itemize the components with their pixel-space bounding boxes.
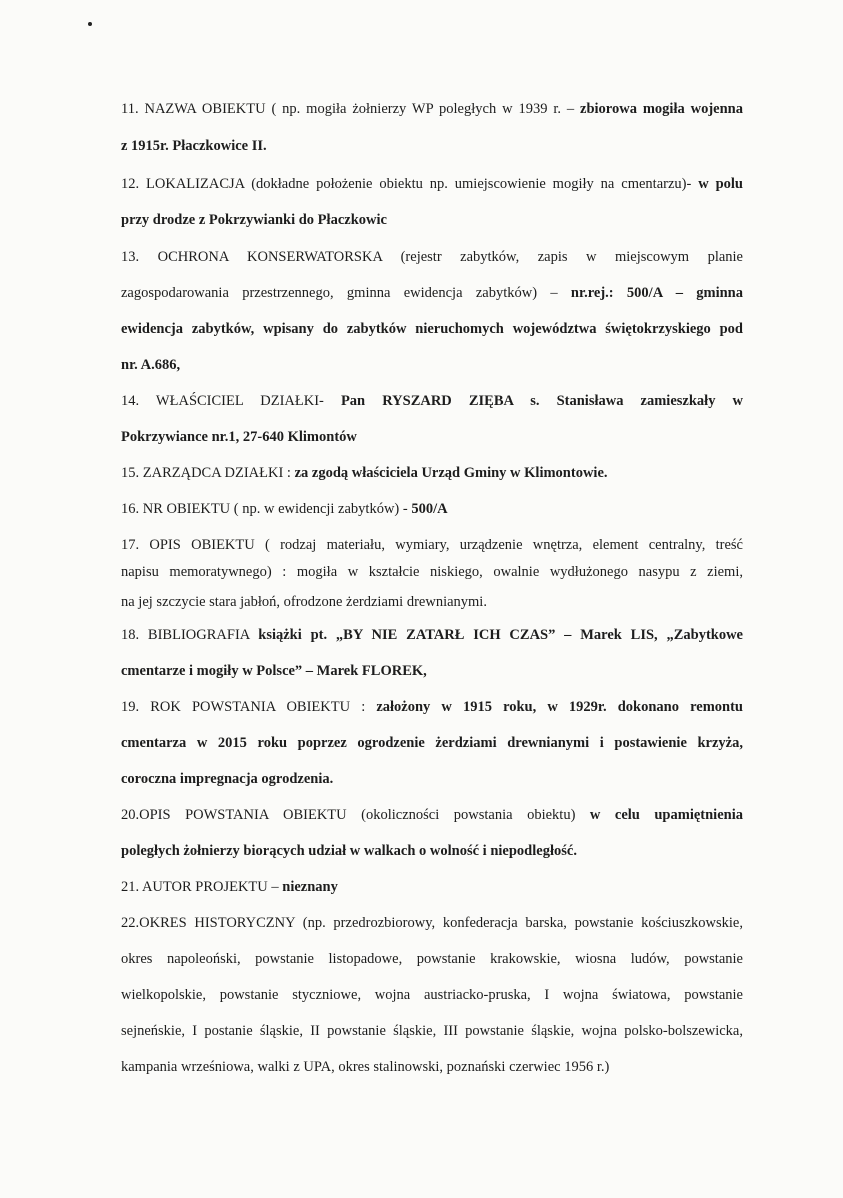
field-label: 16. NR OBIEKTU ( np. w ewidencji zabytków) - [121,501,412,517]
text-line [121,536,743,554]
field-label: 21. AUTOR PROJEKTU – [121,879,283,895]
text-line [121,626,743,644]
text-line [121,284,743,302]
bold-answer: w polu [698,176,743,192]
field-label: wielkopolskie, powstanie styczniowe, wojna austriacko-pruska, I wojna światowa, powstanie [121,987,743,1003]
field-label: 18. BIBLIOGRAFIA [121,627,259,643]
text-line [121,248,743,266]
text-line [121,950,743,968]
bold-answer: za zgodą właściciela Urząd Gminy w Klimontowie. [294,465,608,481]
bold-answer: coroczna impregnacja ogrodzenia. [121,771,334,787]
field-label: na jej szczycie stara jabłoń, ofrodzone żerdziami drewnianymi. [121,594,487,610]
bold-answer: przy drodze z Pokrzywianki do Płaczkowic [121,212,387,228]
text-line [121,662,743,680]
field-label: okres napoleoński, powstanie listopadowe, powstanie krakowskie, wiosna ludów, powstanie [121,951,743,967]
text-line [121,428,743,446]
text-line [121,320,743,338]
bold-answer: nieznany [282,879,338,895]
text-line [121,1022,743,1040]
field-label: 13. OCHRONA KONSERWATORSKA (rejestr zabytków, zapis w miejscowym planie [121,249,743,265]
text-line [121,392,743,410]
field-label: 11. NAZWA OBIEKTU ( np. mogiła żołnierzy WP poległych w 1939 r. – [121,101,581,117]
field-label: 15. ZARZĄDCA DZIAŁKI : [121,465,295,481]
text-line [121,698,743,716]
field-label: sejneńskie, I postanie śląskie, II powstanie śląskie, III powstanie śląskie, wojna polsko-bolszewicka, [121,1023,743,1039]
field-label: 17. OPIS OBIEKTU ( rodzaj materiału, wymiary, urządzenie wnętrza, element centralny, treść [121,537,743,553]
text-line [121,734,743,752]
text-line [121,842,743,860]
text-line [121,806,743,824]
bold-answer: 500/A [411,501,448,517]
bold-answer: cmentarza w 2015 roku poprzez ogrodzenie żerdziami drewnianymi i postawienie krzyża, [121,735,743,751]
bold-answer: ewidencja zabytków, wpisany do zabytków nieruchomych województwa świętokrzyskiego pod [121,321,743,337]
bold-answer: założony w 1915 roku, w 1929r. dokonano remontu [376,699,743,715]
text-line [121,1058,743,1076]
text-line [121,563,743,581]
text-line [121,914,743,932]
text-line [121,100,743,118]
bold-answer: poległych żołnierzy biorących udział w walkach o wolność i niepodległość. [121,843,577,859]
bold-answer: zbiorowa mogiła wojenna [580,101,743,117]
text-line [121,211,743,229]
field-label: kampania wrześniowa, walki z UPA, okres stalinowski, poznański czerwiec 1956 r.) [121,1059,610,1075]
field-label: 20.OPIS POWSTANIA OBIEKTU (okoliczności powstania obiektu) [121,807,590,823]
bold-answer: nr.rej.: 500/A – gminna [570,285,744,301]
text-line [121,770,743,788]
bold-answer: Pan RYSZARD ZIĘBA s. Stanisława zamieszkały w [340,393,743,409]
text-line [121,175,743,193]
text-line [121,137,743,155]
text-line [121,593,743,611]
bold-answer: z 1915r. Płaczkowice II. [121,138,267,154]
field-label: napisu memoratywnego) : mogiła w kształcie niskiego, owalnie wydłużonego nasypu z ziemi, [121,564,743,580]
text-line [121,500,743,518]
bold-answer: cmentarze i mogiły w Polsce” – Marek FLOREK, [121,663,427,679]
text-line [121,878,743,896]
field-label: zagospodarowania przestrzennego, gminna ewidencja zabytków) – [121,285,571,301]
text-line [121,356,743,374]
scan-speck [88,22,92,26]
field-label: 14. WŁAŚCICIEL DZIAŁKI- [121,393,341,409]
field-label: 19. ROK POWSTANIA OBIEKTU : [121,699,377,715]
bold-answer: Pokrzywiance nr.1, 27-640 Klimontów [121,429,357,445]
text-line [121,986,743,1004]
bold-answer: nr. A.686, [121,357,181,373]
bold-answer: książki pt. „BY NIE ZATARŁ ICH CZAS” – Marek LIS, „Zabytkowe [258,627,743,643]
field-label: 22.OKRES HISTORYCZNY (np. przedrozbiorowy, konfederacja barska, powstanie kościuszkowskie, [121,915,743,931]
text-line [121,464,743,482]
field-label: 12. LOKALIZACJA (dokładne położenie obiektu np. umiejscowienie mogiły na cmentarzu)- [121,176,699,192]
bold-answer: w celu upamiętnienia [589,807,743,823]
